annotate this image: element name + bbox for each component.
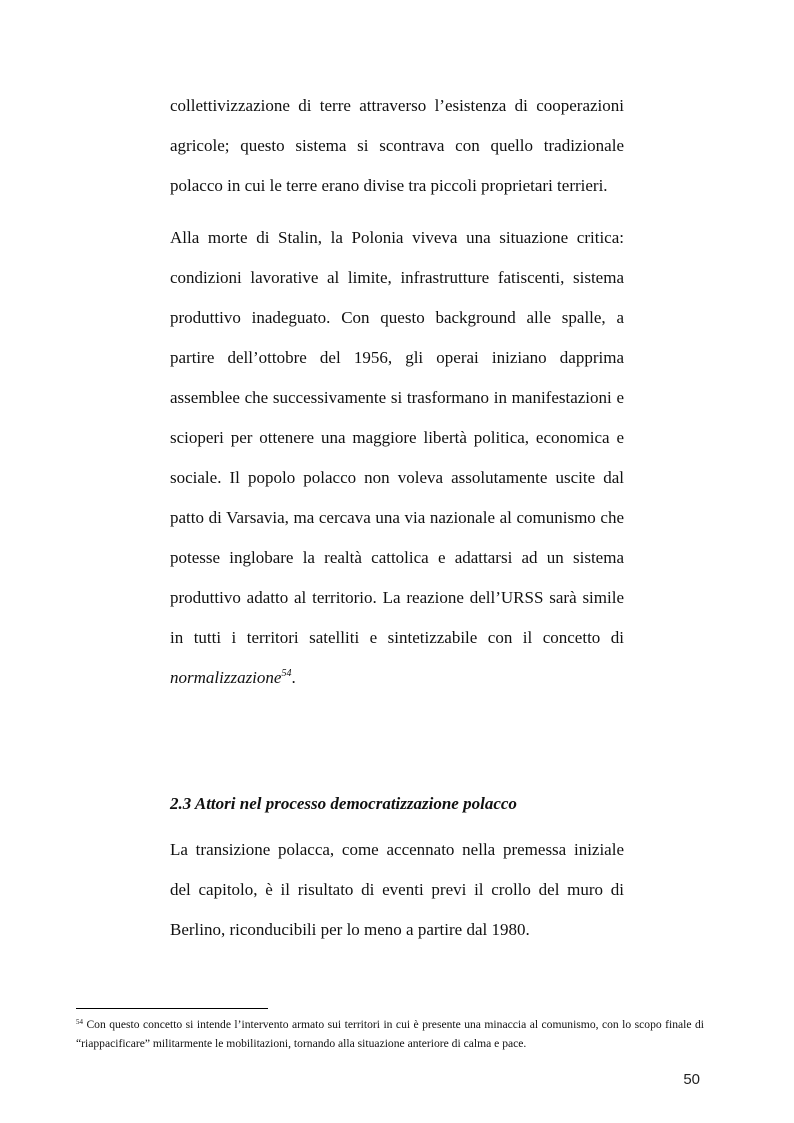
- normalizzazione-term: normalizzazione: [170, 668, 282, 687]
- page-number: 50: [683, 1071, 700, 1088]
- footnote: [76, 1015, 704, 1053]
- section-heading: 2.3 Attori nel processo democratizzazione polacco: [170, 794, 517, 813]
- body-paragraph-2: [170, 218, 624, 698]
- body-paragraph-2-text: Alla morte di Stalin, la Polonia viveva una situazione critica: condizioni lavorative al limite, infrastrutture fatiscenti, sistema produttivo inadeguato. Con questo background alle spalle, a partire dell’ottobre del 1956, gli operai iniziano dapprima assemblee che successivamente si trasformano in manifestazioni e scioperi per ottenere una maggiore libertà politica, economica e sociale. Il popolo polacco non voleva assolutamente uscite dal patto di Varsavia, ma cercava una via nazionale al comunismo che potesse inglobare la realtà cattolica e adattarsi ad un sistema produttivo adatto al territorio. La reazione dell’URSS sarà simile in tutti i territori satelliti e sintetizzabile con il concetto di: [170, 228, 624, 647]
- body-paragraph-3: La transizione polacca, come accennato nella premessa iniziale del capitolo, è il risultato di eventi previ il crollo del muro di Berlino, riconducibili per lo meno a partire dal 1980.: [170, 840, 624, 939]
- body-paragraph-1: collettivizzazione di terre attraverso l’esistenza di cooperazioni agricole; questo sistema si scontrava con quello tradizionale polacco in cui le terre erano divise tra piccoli proprietari terrieri.: [170, 96, 624, 195]
- footnote-marker: 54: [76, 1018, 83, 1026]
- body-paragraph-2-end: .: [291, 668, 296, 687]
- footnote-separator: [76, 1008, 268, 1009]
- footnote-text: Con questo concetto si intende l’intervento armato sui territori in cui è presente una minaccia al comunismo, con lo scopo finale di “riappacificare” militarmente le mobilitazioni, tornando alla situazione anteriore di calma e pace.: [76, 1018, 704, 1050]
- footnote-ref-54[interactable]: 54: [281, 668, 292, 679]
